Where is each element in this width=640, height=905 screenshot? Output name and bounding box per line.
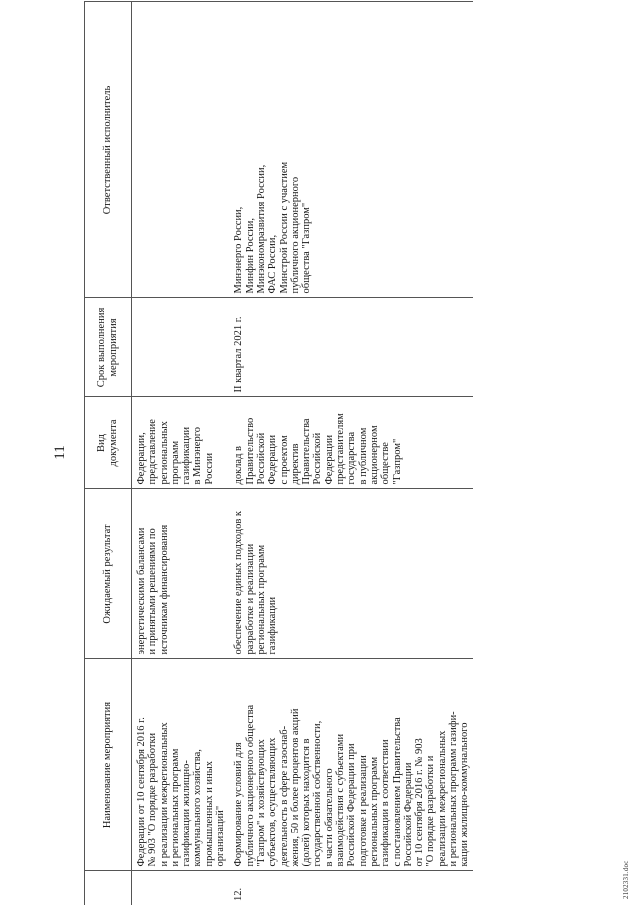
cell-deadline: II квартал 2021 г. — [228, 298, 472, 397]
cell-responsible — [132, 2, 229, 298]
cell-responsible: Минэнерго России, Минфин России, Минэкономразвития России, ФАС России, Минстрой России с участием публичного акционерного общества "Газпром" — [228, 2, 472, 298]
header-doc-type: Вид документа — [85, 397, 132, 489]
table-row — [228, 2, 472, 905]
cell-num — [132, 871, 229, 905]
cell-doc-type: доклад в Правительство Российской Федерации с проектом директив Правительства Российской Федерации представителям государства в публичном акционерном обществе "Газпром" — [228, 397, 472, 489]
table-row — [132, 2, 229, 905]
header-deadline: Срок выполнения мероприятия — [85, 298, 132, 397]
cell-result: обеспечение единых подходов к разработке и реализации региональных программ газификации — [228, 489, 472, 659]
footer-filename: 2102331.doc — [622, 860, 630, 899]
table-header-row — [85, 2, 132, 905]
measures-table — [84, 2, 473, 905]
page-number: 11 — [52, 445, 68, 460]
cell-name: Федерации от 10 сентября 2016 г. № 903 "О порядке разработки и реализации межрегиональных и региональных программ газификации жилищно- коммунального хозяйства, промышленных и иных организаций" — [132, 659, 229, 871]
cell-doc-type: Федерации, представление региональных программ газификации в Минэнерго России — [132, 397, 229, 489]
cell-num: 12. — [228, 871, 472, 905]
header-responsible: Ответственный исполнитель — [85, 2, 132, 298]
header-name: Наименование мероприятия — [85, 659, 132, 871]
cell-result: энергетическими балансами и принятыми решениями по источникам финансирования — [132, 489, 229, 659]
header-result: Ожидаемый результат — [85, 489, 132, 659]
header-num — [85, 871, 132, 905]
cell-name: Формирование условий для публичного акционерного общества "Газпром" и хозяйствующих субъектов, осуществляющих деятельность в сфере газоснаб- жения, 50 и более процентов акций (долей) которых находится в государственной собственности, в части обязательного взаимодействия с субъектами Российской Федерации при подготовке и реализации региональных программ газификации в соответствии с постановлением Правительства Российской Федерации от 10 сентября 2016 г. № 903 "О порядке разработки и реализации межрегиональных и региональных программ газифи- кации жилищно-коммунального — [228, 659, 472, 871]
cell-deadline — [132, 298, 229, 397]
